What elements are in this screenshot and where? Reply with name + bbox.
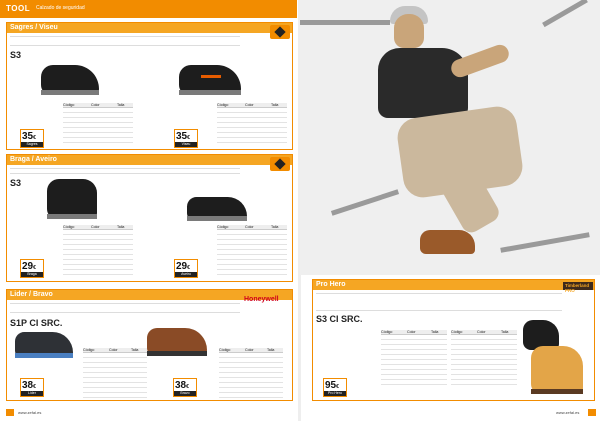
stock-table-aveiro: Código Color Talla bbox=[217, 225, 287, 275]
footer-url-left: www.zefal.es bbox=[18, 410, 42, 415]
product-lider-bravo bbox=[6, 289, 293, 401]
stock-table-bravo: Código Color Talla bbox=[219, 348, 283, 398]
page-number-left bbox=[6, 409, 14, 416]
brand-logo-icon bbox=[270, 25, 290, 39]
product-description bbox=[10, 303, 240, 313]
page-number-right bbox=[588, 409, 596, 416]
header-brand: TOOL bbox=[6, 4, 31, 13]
product-title: Lider / Bravo bbox=[10, 291, 53, 298]
shoe-bravo-image bbox=[147, 328, 207, 356]
price-tag-sagres: 35€ Sagres bbox=[20, 129, 44, 148]
timberland-pro-logo: Timberland PRO bbox=[563, 282, 593, 290]
price-tag-viseu: 35€ Viseu bbox=[174, 129, 198, 148]
certification-label: S1P CI SRC. bbox=[10, 318, 63, 328]
price-tag-bravo: 38€ Bravo bbox=[173, 378, 197, 397]
stock-table-pro-hero-b: Código Color Talla bbox=[451, 330, 517, 385]
product-description bbox=[10, 36, 240, 46]
boot-braga-image bbox=[47, 179, 97, 219]
product-title-bar bbox=[7, 23, 292, 33]
price-tag-pro-hero: 95€ Pro Hero bbox=[323, 378, 347, 397]
product-pro-hero bbox=[312, 279, 595, 401]
stock-table-sagres: Código Color Talla bbox=[63, 103, 133, 143]
product-description bbox=[10, 168, 240, 174]
certification-label: S3 bbox=[10, 178, 22, 188]
certification-label: S3 CI SRC. bbox=[316, 314, 363, 324]
product-title-bar bbox=[7, 155, 292, 165]
stock-table-viseu: Código Color Talla bbox=[217, 103, 287, 143]
product-title-bar bbox=[313, 280, 594, 290]
honeywell-logo: Honeywell bbox=[244, 296, 279, 303]
certification-label: S3 bbox=[10, 50, 22, 60]
shoe-sagres-image bbox=[41, 65, 99, 95]
stock-table-lider: Código Color Talla bbox=[83, 348, 147, 398]
product-sagres-viseu bbox=[6, 22, 293, 150]
product-title: Braga / Aveiro bbox=[10, 156, 57, 163]
price-tag-aveiro: 29€ Aveiro bbox=[174, 259, 198, 278]
brand-logo-icon bbox=[270, 157, 290, 171]
footer-url-right: www.zefal.es bbox=[556, 410, 580, 415]
stock-table-pro-hero-a: Código Color Talla bbox=[381, 330, 447, 385]
price-tag-lider: 38€ Lider bbox=[20, 378, 44, 397]
shoe-aveiro-image bbox=[187, 197, 247, 221]
shoe-lider-image bbox=[15, 332, 73, 358]
product-title: Pro Hero bbox=[316, 281, 346, 288]
product-title: Sagres / Viseu bbox=[10, 24, 58, 31]
page-header bbox=[0, 0, 297, 18]
boot-pro-hero-wheat-image bbox=[531, 346, 583, 394]
shoe-viseu-image bbox=[179, 65, 241, 95]
product-braga-aveiro bbox=[6, 154, 293, 282]
product-description bbox=[316, 293, 562, 311]
price-tag-braga: 29€ Braga bbox=[20, 259, 44, 278]
stock-table-braga: Código Color Talla bbox=[63, 225, 133, 275]
worker-photo bbox=[300, 0, 600, 275]
header-section: Calzado de seguridad bbox=[36, 5, 85, 11]
